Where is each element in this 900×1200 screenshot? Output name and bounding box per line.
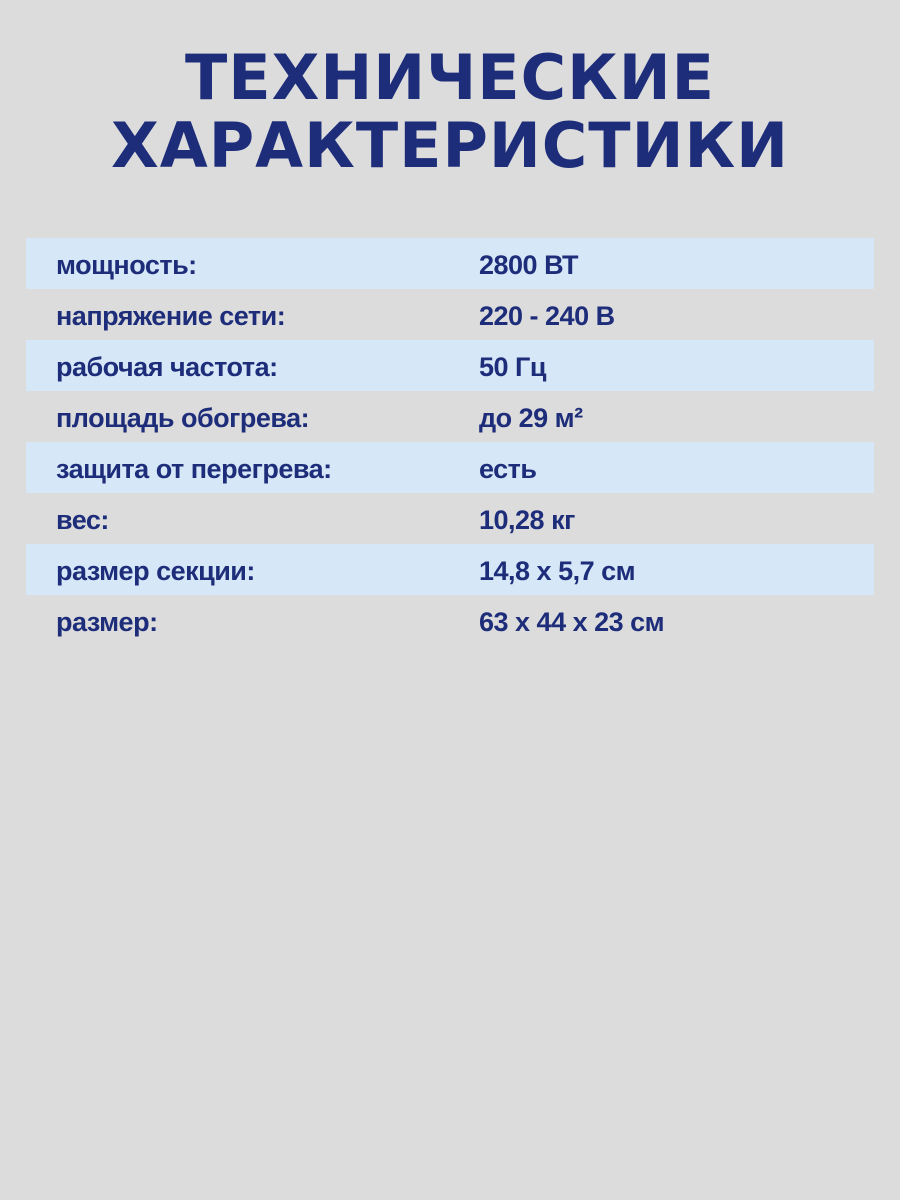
specs-table [26, 238, 874, 646]
spec-row-power [26, 238, 874, 289]
spec-label: напряжение сети: [56, 301, 286, 331]
page-title [0, 41, 900, 182]
spec-row-weight [26, 493, 874, 544]
spec-row-heating-area [26, 391, 874, 442]
spec-value: 2800 ВТ [479, 250, 579, 280]
spec-value: 220 - 240 В [479, 301, 615, 331]
spec-label: рабочая частота: [56, 352, 278, 382]
spec-row-voltage [26, 289, 874, 340]
spec-value: 14,8 х 5,7 см [479, 556, 636, 586]
spec-label: размер секции: [56, 556, 255, 586]
spec-value: есть [479, 454, 537, 484]
title-line-1: ТЕХНИЧЕСКИЕ [184, 41, 716, 114]
spec-row-frequency [26, 340, 874, 391]
spec-value: до 29 м² [479, 403, 583, 433]
spec-label: защита от перегрева: [56, 454, 332, 484]
spec-label: мощность: [56, 250, 197, 280]
spec-label: вес: [56, 505, 109, 535]
spec-value: 63 х 44 х 23 см [479, 607, 665, 637]
spec-value: 10,28 кг [479, 505, 575, 535]
spec-label: размер: [56, 607, 158, 637]
spec-row-overheat-protection [26, 442, 874, 493]
spec-row-section-size [26, 544, 874, 595]
spec-label: площадь обогрева: [56, 403, 310, 433]
spec-value: 50 Гц [479, 352, 546, 382]
title-line-2: ХАРАКТЕРИСТИКИ [110, 109, 790, 182]
spec-row-size [26, 595, 874, 646]
